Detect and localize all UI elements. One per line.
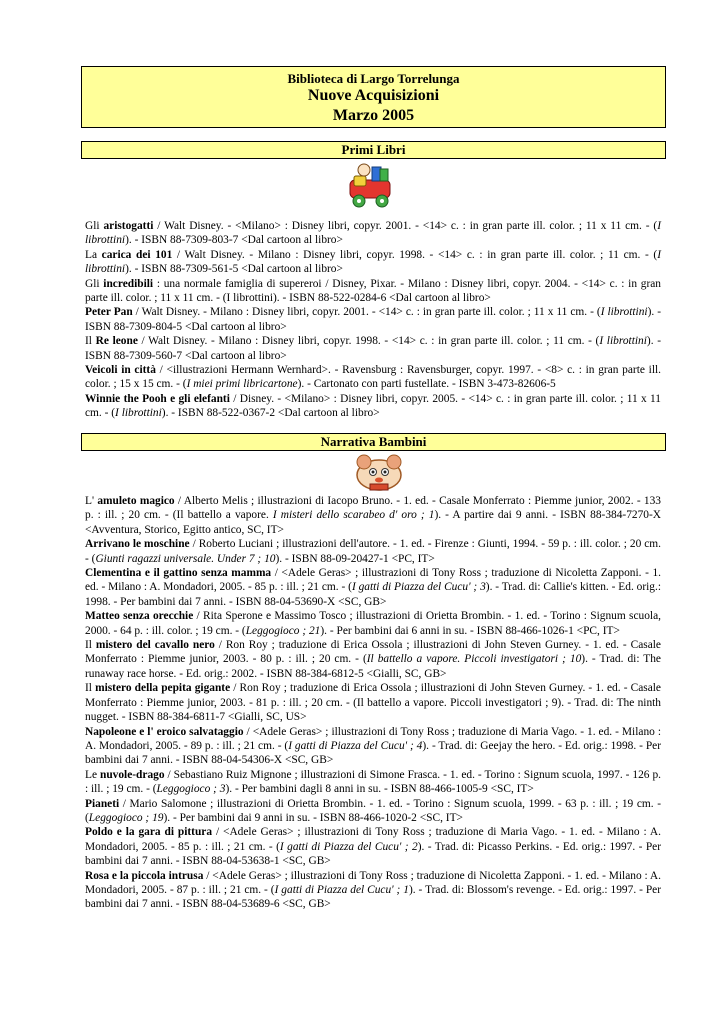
entry-a: / Roberto Luciani ; illustrazioni dell'autore. - 1. ed. - Firenze : Giunti, 1994. - 59 p. : ill. color. ; 20 cm. - ( [85,538,661,565]
entry-series: Leggogioco ; 21 [245,624,321,637]
entry-b: ). - Cartonato con parti fustellate. - ISBN 3-473-82606-5 [297,378,556,391]
entry-pre: La [85,248,102,261]
entry-a: / <Adele Geras> ; illustrazioni di Tony Ross ; traduzione di Maria Vago. - 1. ed. - Milano : A. Mondadori, 2005. - 85 p. : ill. ; 21 cm. - ( [85,826,661,853]
entry-b: ). - Trad. di: The runaway race horse. - Ed. orig.: 2002. - ISBN 88-384-6812-5 <Gialli, SC, GB> [85,653,661,680]
entry-title: Pianeti [85,797,120,810]
list-item [85,825,661,868]
entry-b: ). - ISBN 88-7309-804-5 <Dal cartoon al libro> [85,306,661,333]
entry-pre: Il [85,682,96,695]
entry-a: / <Adele Geras> ; illustrazioni di Tony Ross ; traduzione di Maria Vago. - 1. ed. - Milano : A. Mondadori, 2005. - 89 p. : ill. ; 21 cm. - ( [85,725,661,752]
entry-b: ). - Trad. di: Callie's kitten. - Ed. orig.: 1998. - Per bambini dai 7 anni. - ISBN 88-04-53690-X <SC, GB> [85,581,662,608]
entry-title: nuvole-drago [99,768,165,781]
entry-a: / Alberto Melis ; illustrazioni di Iacopo Bruno. - 1. ed. - Casale Monferrato : Piemme junior, 2002. - 133 p. : ill. ; 20 cm. - (Il battello a vapore. [85,495,662,522]
list-item [85,277,661,306]
entry-pre: Gli [85,220,104,232]
entry-title: incredibili [103,277,154,290]
entry-series: I gatti di Piazza del Cucu' ; 3 [351,581,486,594]
entry-series: Leggogioco ; 19 [88,811,164,824]
list-item [85,609,661,638]
entry-series: Leggogioco ; 3 [156,783,226,796]
entry-b: ). - A partire dai 9 anni. - ISBN 88-384-7270-X <Avventura, Storico, Egitto antico, SC, IT> [85,509,661,536]
entry-series: I gatti di Piazza del Cucu' ; 1 [274,883,409,896]
entry-title: Poldo e la gara di pittura [85,826,213,839]
entry-a: / Sebastiano Ruiz Mignone ; illustrazioni di Simone Frasca. - 1. ed. - Torino : Signum scuola, 1997. - 126 p. : ill. ; 19 cm. - ( [85,768,661,796]
entry-series: I misteri dello scarabeo d' oro ; 1 [272,509,435,522]
list-item [85,725,661,768]
entry-pre: Il [85,335,96,348]
entry-title: amuleto magico [97,495,175,507]
entry-a: / <illustrazioni Hermann Wernhard>. - Ravensburg : Ravensburger, copyr. 1997. - <8> c. : in gran parte ill. color. ; 15 x 15 cm. - ( [85,364,662,391]
entry-a: / Rita Sperone e Massimo Tosco ; illustrazioni di Orietta Brombin. - 1. ed. - Torino : Signum scuola, 2000. - 64 p. : ill. color. ; 19 cm. - ( [85,610,661,637]
list-item [85,363,661,392]
header-box [81,66,666,128]
list-item [85,681,661,724]
entry-b: ). - ISBN 88-522-0367-2 <Dal cartoon al libro> [161,407,380,420]
entry-a: / Ron Roy ; traduzione di Erica Ossola ; illustrazioni di John Steven Gurney. - 1. ed. - Casale Monferrato : Piemme junior, 2003. - 80 p. : ill. ; 20 cm. - ( [85,639,661,666]
list-item [85,334,661,363]
entry-title: Peter Pan [85,306,133,319]
list-item [85,768,661,797]
entry-title: Re leone [95,335,138,348]
entry-b: ). - ISBN 88-7309-560-7 <Dal cartoon al libro> [85,335,661,362]
entry-series: Il battello a vapore. Piccoli investigatori ; 10 [366,653,582,666]
page-title: Nuove Acquisizioni [307,87,440,104]
entry-b: ). - ISBN 88-09-20427-1 <PC, IT> [275,552,435,565]
entry-a: / Walt Disney. - <Milano> : Disney libri, copyr. 2001. - <14> c. : in gran parte ill. color. ; 11 x 11 cm. - ( [153,220,658,232]
list-item [85,248,661,277]
entry-series: I librottini [600,306,648,319]
entries-narrativa-bambini [85,494,661,912]
entry-title: Clementina e il gattino senza mamma [85,567,272,580]
entry-series: I gatti di Piazza del Cucu' ; 2 [279,840,418,853]
toy-car-with-books-icon [344,162,398,208]
entry-title: carica dei 101 [101,248,173,261]
entry-a: / <Adele Geras> ; illustrazioni di Tony Ross ; traduzione di Nicoletta Zapponi. - 1. ed. - Milano : A. Mondadori, 2005. - 85 p. : ill. ; 21 cm. - ( [85,567,661,594]
entry-title: Matteo senza orecchie [85,610,194,623]
entry-series: I librottini [85,248,661,276]
entry-title: Rosa e la piccola intrusa [85,869,204,882]
entry-pre: L' [85,495,98,507]
entry-title: Veicoli in città [85,364,156,377]
entry-pre: Gli [85,277,104,290]
entry-a: / Walt Disney. - Milano : Disney libri, copyr. 1998. - <14> c. : in gran parte ill. color. ; 11 cm. - ( [172,248,658,261]
library-name: Biblioteca di Largo Torrelunga [287,71,460,86]
entry-a: / Mario Salomone ; illustrazioni di Orietta Brombin. - 1. ed. - Torino : Signum scuola, 1999. - 63 p. : ill. ; 19 cm. - ( [85,797,661,824]
mouse-reading-icon [352,453,406,493]
entry-a: / Ron Roy ; traduzione di Erica Ossola ; illustrazioni di John Steven Gurney. - 1. ed. - Casale Monferrato : Piemme junior, 2003. - 81 p. : ill. ; 20 cm. - (Il battello a vapore. Piccoli investigatori ; 9). - Trad. di: The ninth nugget. - ISBN 88-384-6811-7 <Gialli, SC, US> [85,682,661,724]
list-item [85,566,661,609]
entry-b: ). - Per bambini dagli 8 anni in su. - ISBN 88-466-1005-9 <SC, IT> [225,783,534,796]
entry-title: mistero del cavallo nero [95,639,215,652]
entry-b: ). - Per bambini dai 9 anni in su. - ISBN 88-466-1020-2 <SC, IT> [163,811,463,824]
list-item [85,638,661,681]
entries-primi-libri [85,219,661,421]
list-item [85,392,661,421]
entry-title: Arrivano le moschine [85,538,190,551]
entry-b: ). - Per bambini dai 6 anni in su. - ISBN 88-466-1026-1 <PC, IT> [320,624,620,637]
entry-pre: Il [85,639,96,652]
entry-title: mistero della pepita gigante [95,682,231,695]
list-item [85,797,661,826]
entry-a: / Walt Disney. - Milano : Disney libri, copyr. 2001. - <14> c. : in gran parte ill. color. ; 11 x 11 cm. - ( [132,306,601,319]
entry-b: ). - Trad. di: Picasso Perkins. - Ed. orig.: 1997. - Per bambini dai 7 anni. - ISBN 88-04-53638-1 <SC, GB> [85,840,662,868]
section-heading-narrativa-bambini: Narrativa Bambini [81,433,666,451]
entry-a: : una normale famiglia di supereroi / Disney, Pixar. - Milano : Disney libri, copyr. 2004. - <14> c. : in gran parte ill. color. ; 11 x 11 cm. - (I librottini). - ISBN 88-522-0284-6 <Dal cartoon al libro> [85,277,662,305]
entry-series: I miei primi libricartone [186,378,298,391]
list-item [85,305,661,334]
entry-series: I librottini [85,220,662,247]
entry-a: / <Adele Geras> ; illustrazioni di Tony Ross ; traduzione di Nicoletta Zapponi. - 1. ed. - Milano : A. Mondadori, 2005. - 87 p. : ill. ; 21 cm. - ( [85,869,661,896]
section-heading-primi-libri: Primi Libri [81,141,666,159]
entry-series: I gatti di Piazza del Cucu' ; 4 [288,739,423,752]
issue-date: Marzo 2005 [332,107,415,124]
list-item [85,494,661,537]
list-item [85,219,661,248]
entry-a: / Disney. - <Milano> : Disney libri, copyr. 2005. - <14> c. : in gran parte ill. color. ; 11 x 11 cm. - ( [85,392,661,420]
entry-title: aristogatti [103,220,154,232]
entry-b: ). - ISBN 88-7309-803-7 <Dal cartoon al libro> [125,234,343,247]
entry-title: Winnie the Pooh e gli elefanti [85,392,230,405]
list-item [85,869,661,912]
entry-series: I librottini [599,335,647,348]
entry-pre: Le [85,768,100,781]
entry-b: ). - ISBN 88-7309-561-5 <Dal cartoon al libro> [125,263,343,276]
list-item [85,537,661,566]
entry-series: Giunti ragazzi universale. Under 7 ; 10 [95,552,276,565]
entry-series: I librottini [115,407,162,420]
entry-b: ). - Trad. di: Blossom's revenge. - Ed. orig.: 1997. - Per bambini dai 7 anni. - ISBN 88-04-53689-6 <SC, GB> [85,883,662,911]
entry-title: Napoleone e l' eroico salvataggio [85,725,244,738]
entry-b: ). - Trad. di: Geejay the hero. - Ed. orig.: 1998. - Per bambini dai 7 anni. - ISBN 88-04-54306-X <SC, GB> [85,739,662,767]
entry-a: / Walt Disney. - Milano : Disney libri, copyr. 1998. - <14> c. : in gran parte ill. color. ; 11 cm. - ( [137,335,600,348]
